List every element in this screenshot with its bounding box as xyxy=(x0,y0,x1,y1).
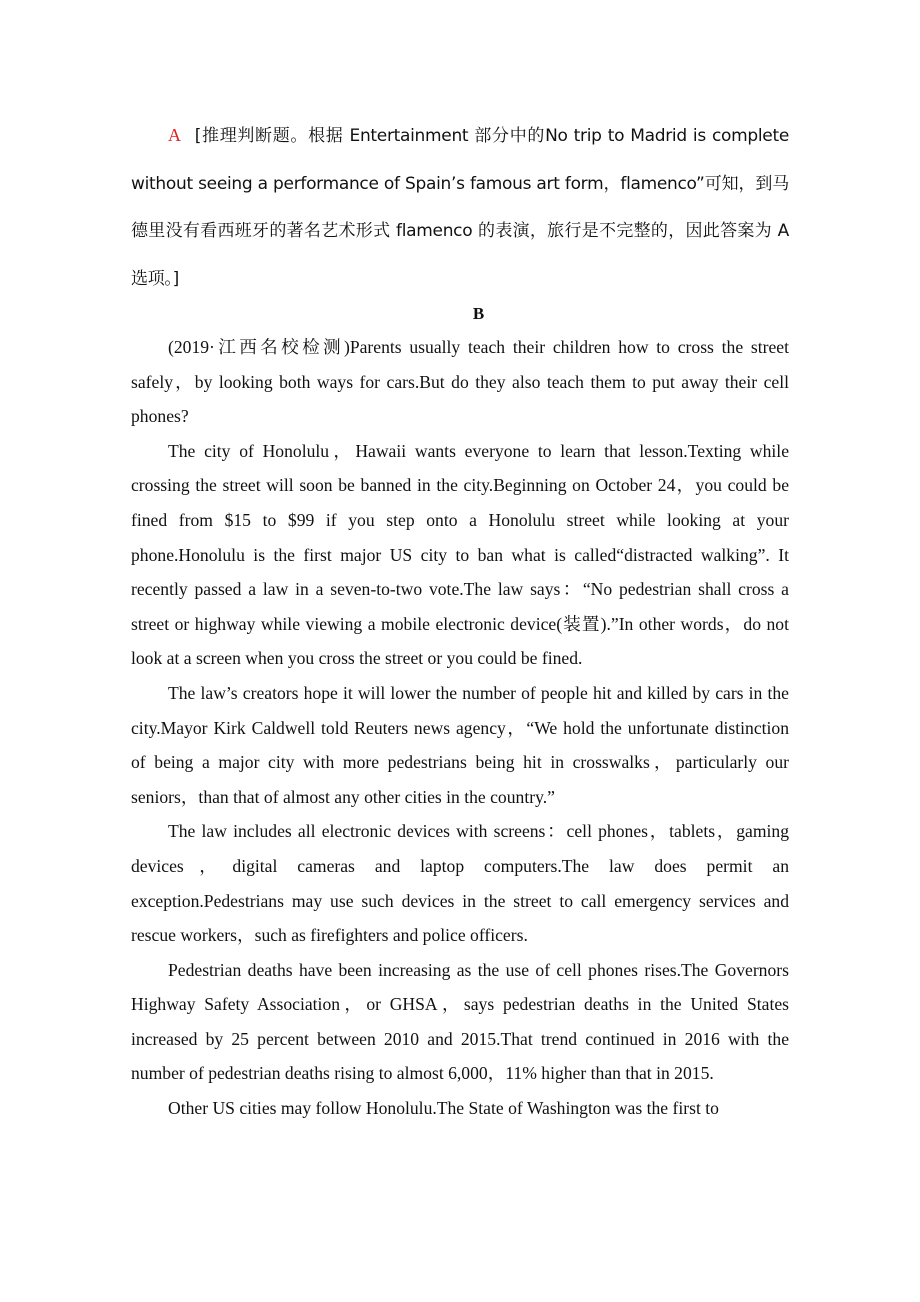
answer-explanation-text: [推理判断题。根据 Entertainment 部分中的No trip to Madrid is complete without seeing a performance of Spain’s famous art form，flamenco”可知，到马德里没有看西班牙的著名艺术形式 flamenco 的表演，旅行是不完整的，因此答案为 A 选项。] xyxy=(131,126,789,289)
answer-explanation xyxy=(131,112,789,303)
answer-letter: A xyxy=(168,125,181,145)
passage-paragraph: (2019·江西名校检测)Parents usually teach their children how to cross the street safely，by looking both ways for cars.But do they also teach them to put away their cell phones? xyxy=(131,337,789,427)
passage-paragraph: The law includes all electronic devices with screens：cell phones，tablets，gaming devices，digital cameras and laptop computers.The law does permit an exception.Pedestrians may use such devices in the street to call emergency services and rescue workers，such as firefighters and police officers. xyxy=(131,821,789,946)
section-heading: B xyxy=(472,304,485,323)
passage-paragraph: The law’s creators hope it will lower the number of people hit and killed by cars in the city.Mayor Kirk Caldwell told Reuters news agency，“We hold the unfortunate distinction of being a major city with more pedestrians being hit in crosswalks，particularly our seniors，than that of almost any other cities in the country.” xyxy=(131,682,789,807)
passage-paragraph: Other US cities may follow Honolulu.The State of Washington was the first to xyxy=(168,1098,719,1119)
reading-passage xyxy=(131,330,789,1126)
passage-paragraph: Pedestrian deaths have been increasing as the use of cell phones rises.The Governors Highway Safety Association，or GHSA，says pedestrian deaths in the United States increased by 25 percent between 2010 and 2015.That trend continued in 2016 with the number of pedestrian deaths rising to almost 6,000，11% higher than that in 2015. xyxy=(131,959,789,1084)
passage-paragraph: The city of Honolulu，Hawaii wants everyone to learn that lesson.Texting while crossing the street will soon be banned in the city.Beginning on October 24，you could be fined from $15 to $99 if you step onto a Honolulu street while looking at your phone.Honolulu is the first major US city to ban what is called“distracted walking”. It recently passed a law in a seven-to-two vote.The law says：“No pedestrian shall cross a street or highway while viewing a mobile electronic device(装置).”In other words，do not look at a screen when you cross the street or you could be fined. xyxy=(131,440,789,669)
